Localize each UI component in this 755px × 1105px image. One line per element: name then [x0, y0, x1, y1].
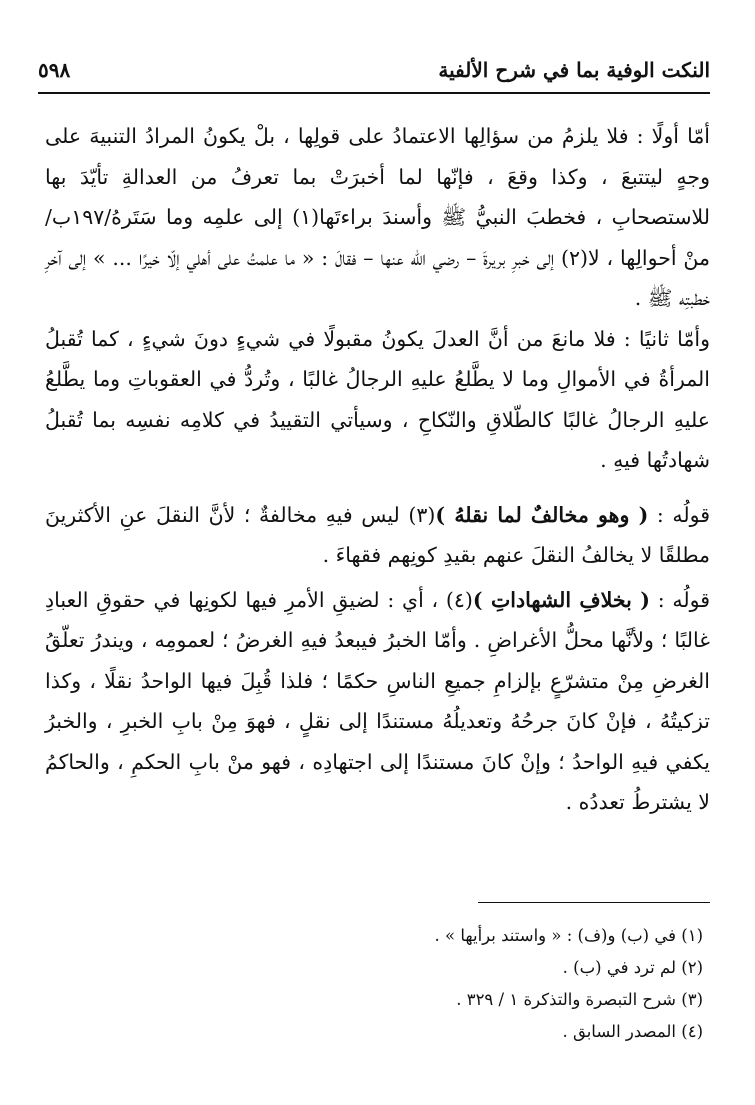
footnotes	[60, 920, 703, 1048]
paragraph-second-answer: وأمّا ثانيًا : فلا مانعَ من أنَّ العدلَ يكونُ مقبولًا في شيءٍ دونَ شيءٍ ، كما تُقبلُ المرأةُ في الأموالِ وما لا يطَّلعُ عليهِ الرجالُ غالبًا ، وتُردُّ في العقوباتِ وما يطَّلعُ عليهِ الرجالُ غالبًا كالطّلاقِ والنّكاحِ ، وسيأتي التقييدُ في كلامِه نفسِه بما تُقبلُ شهادتُها فيهِ .	[45, 326, 710, 472]
commentary-intro: قولُه :	[648, 502, 710, 527]
quoted-text: ( بخلافِ الشهاداتِ )	[472, 587, 650, 612]
paragraph-commentary-1	[45, 495, 710, 576]
quoted-text: ( وهو مخالفٌ لما نقلهُ )	[435, 502, 649, 527]
commentary-text: (٤) ، أي : لضيقِ الأمرِ فيها لكونِها في حقوقِ العبادِ غالبًا ؛ ولأنَّها محلُّ الأغراضِ . وأمّا الخبرُ فيبعدُ فيهِ الغرضُ ؛ لعمومِه ، ويندرُ تعلّقُ الغرضِ مِنْ متشرّعٍ بإلزامِ جميعِ الناسِ حكمًا ؛ فلذا قُبِلَ فيها الواحدُ نقلًا ، وكذا تزكيتُهُ ، فإنْ كانَ جرحُهُ وتعديلُهُ مستندًا إلى نقلٍ ، فهوَ مِنْ بابِ الخبرِ ، والخبرُ يكفي فيهِ الواحدُ ؛ وإنْ كانَ مستندًا إلى اجتهادِه ، فهو منْ بابِ الحكمِ ، والحاكمُ لا يشترطُ تعددُه .	[45, 587, 710, 814]
running-title: النكت الوفية بما في شرح الألفية	[438, 58, 710, 82]
footnote-item: (٢) لم ترد في (ب) .	[562, 958, 703, 977]
paragraph-commentary-2	[45, 580, 710, 823]
commentary-text: (٣) ليس فيهِ مخالفةٌ ؛ لأنَّ النقلَ عنِ الأكثرينَ مطلقًا لا يخالفُ النقلَ عنهم بقيدِ كونِهم فقهاءَ .	[45, 502, 710, 567]
footnote-item: (٤) المصدر السابق .	[562, 1022, 703, 1041]
paragraph-first-answer: أمّا أولًا : فلا يلزمُ من سؤالِها الاعتمادُ على قولِها ، بلْ يكونُ المرادُ التنبيهَ على وجهٍ ليتتبعَ ، وكذا وقعَ ، فإنّها لما أخبرَتْ بما تعرفُ من العدالةِ تأيّدَ بها للاستصحابِ ، فخطبَ النبيُّ ﷺ وأسندَ براءتَها(١) إلى علمِه وما سَتَرهُ/١٩٧ب/ منْ أحوالِها ، لا(٢) إلى خبرِ بريرةَ – رضي اللّه عنها – فقالَ : « ما علمتُ على أهلي إلّا خيرًا ... » إلى آخرِ خطبتِه ﷺ .	[45, 124, 710, 310]
commentary-intro: قولُه :	[649, 587, 710, 612]
footnote-item: (٣) شرح التبصرة والتذكرة ١ / ٣٢٩ .	[456, 990, 703, 1009]
footnote-item: (١) في (ب) و(ف) : « واستند برأيها » .	[434, 926, 703, 945]
running-header	[38, 52, 710, 94]
main-text	[45, 116, 710, 823]
page-number: ٥٩٨	[38, 58, 71, 82]
footnote-divider	[478, 902, 710, 903]
